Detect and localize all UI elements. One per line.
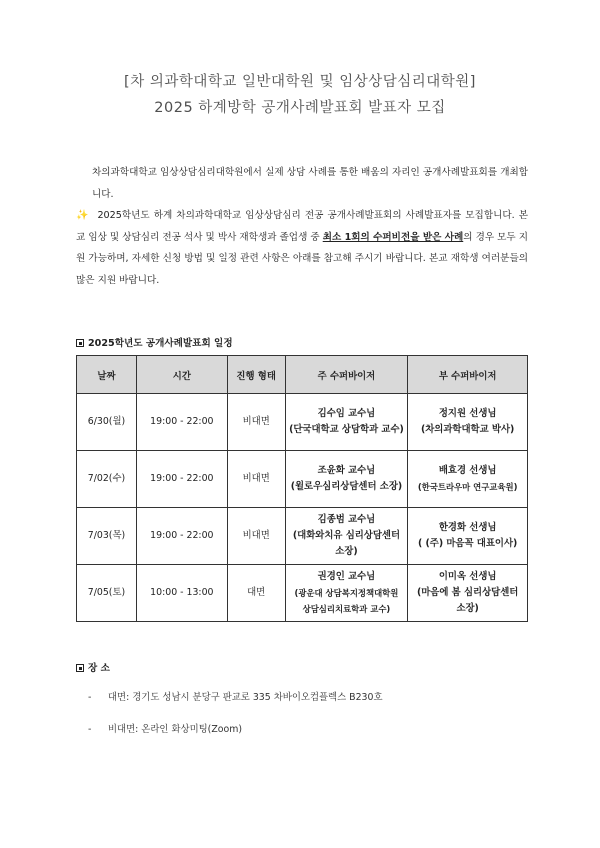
supervisor-affiliation-cont: 소장) — [456, 603, 479, 614]
location-online: 비대면: 온라인 화상미팅(Zoom) — [108, 724, 243, 735]
column-header-time: 시간 — [136, 356, 227, 394]
square-bullet-icon — [76, 664, 84, 672]
table-row — [77, 508, 528, 565]
format-cell: 비대면 — [227, 508, 285, 565]
square-bullet-icon — [76, 339, 84, 347]
main-supervisor-cell — [285, 394, 408, 451]
sparkle-icon: ✨ — [76, 210, 90, 221]
table-row — [77, 451, 528, 508]
title-block — [0, 72, 600, 118]
supervisor-name: 김수임 교수님 — [317, 408, 376, 419]
intro-paragraph-2-b: 의 경우 모두 지원 가능하며, 자세한 신청 방법 및 일정 관련 사항은 아래를 참고해 주시기 바랍니다. 본교 재학생 여러분들의 많은 지원 바랍니다. — [76, 231, 529, 286]
column-header-main-supervisor: 주 수퍼바이저 — [285, 356, 408, 394]
supervisor-affiliation: (윌로우심리상담센터 소장) — [290, 481, 403, 492]
supervisor-name: 조윤화 교수님 — [317, 465, 376, 476]
supervisor-affiliation: (마음에 봄 심리상담센터 — [416, 587, 519, 598]
time-cell: 19:00 - 22:00 — [136, 451, 227, 508]
supervisor-name: 한경화 선생님 — [438, 522, 497, 533]
column-header-sub-supervisor: 부 수퍼바이저 — [408, 356, 528, 394]
supervisor-name: 김종범 교수님 — [317, 514, 376, 525]
supervisor-name: 배효경 선생님 — [438, 465, 497, 476]
title-line-2: 2025 하계방학 공개사례발표회 발표자 모집 — [154, 100, 446, 116]
table-row — [77, 565, 528, 622]
column-header-format: 진행 형태 — [227, 356, 285, 394]
schedule-heading-text: 2025학년도 공개사례발표회 일정 — [88, 338, 233, 349]
intro-text — [76, 162, 528, 291]
supervisor-name: 정지원 선생님 — [438, 408, 497, 419]
dash-bullet: - — [88, 692, 92, 703]
location-heading-text: 장 소 — [88, 663, 110, 674]
intro-paragraph-2-a: 2025학년도 하계 차의과학대학교 임상상담심리 전공 공개사례발표회의 사례발표자를 모집합니다. 본교 임상 및 상담심리 전공 석사 및 박사 재학생과 졸업생 중 — [76, 210, 528, 243]
supervisor-affiliation: (대화와치유 심리상담센터 — [292, 530, 401, 541]
sub-supervisor-cell — [408, 508, 528, 565]
time-cell: 19:00 - 22:00 — [136, 508, 227, 565]
date-cell: 7/03(목) — [77, 508, 137, 565]
main-supervisor-cell — [285, 565, 408, 622]
schedule-heading — [76, 335, 233, 349]
table-header-row — [77, 356, 528, 394]
supervisor-affiliation: (차의과학대학교 박사) — [420, 424, 515, 435]
location-list — [88, 690, 383, 754]
sub-supervisor-cell — [408, 394, 528, 451]
intro-paragraph-2 — [76, 205, 528, 291]
supervisor-affiliation-cont: 소장) — [335, 546, 358, 557]
supervisor-affiliation: (단국대학교 상담학과 교수) — [289, 424, 404, 435]
date-cell: 7/02(수) — [77, 451, 137, 508]
dash-bullet: - — [88, 724, 92, 735]
sub-supervisor-cell — [408, 451, 528, 508]
date-cell: 7/05(토) — [77, 565, 137, 622]
list-item — [88, 722, 383, 754]
time-cell: 19:00 - 22:00 — [136, 394, 227, 451]
intro-emphasis: 최소 1회의 수퍼비전을 받은 사례 — [322, 231, 464, 243]
format-cell: 비대면 — [227, 451, 285, 508]
format-cell: 비대면 — [227, 394, 285, 451]
time-cell: 10:00 - 13:00 — [136, 565, 227, 622]
main-supervisor-cell — [285, 508, 408, 565]
title-line-1: [차 의과학대학교 일반대학원 및 임상상담심리대학원] — [124, 74, 476, 90]
format-cell: 대면 — [227, 565, 285, 622]
location-heading — [76, 660, 110, 674]
date-cell: 6/30(월) — [77, 394, 137, 451]
supervisor-name: 권경인 교수님 — [317, 571, 376, 582]
location-in-person: 대면: 경기도 성남시 분당구 판교로 335 차바이오컴플렉스 B230호 — [108, 692, 383, 703]
supervisor-name: 이미옥 선생님 — [438, 571, 497, 582]
schedule-table — [76, 355, 528, 622]
supervisor-affiliation: (광운대 상담복지정책대학원 — [294, 588, 399, 598]
list-item — [88, 690, 383, 722]
supervisor-affiliation-cont: 상담심리치료학과 교수) — [302, 604, 391, 614]
supervisor-affiliation: (한국트라우마 연구교육원) — [417, 482, 518, 492]
intro-paragraph-1: 차의과학대학교 임상상담심리대학원에서 실제 상담 사례를 통한 배움의 자리인 공개사례발표회를 개최합니다. — [92, 167, 528, 200]
column-header-date: 날짜 — [77, 356, 137, 394]
table-row — [77, 394, 528, 451]
sub-supervisor-cell — [408, 565, 528, 622]
main-supervisor-cell — [285, 451, 408, 508]
supervisor-affiliation: ( (주) 마음꼭 대표이사) — [417, 538, 518, 549]
